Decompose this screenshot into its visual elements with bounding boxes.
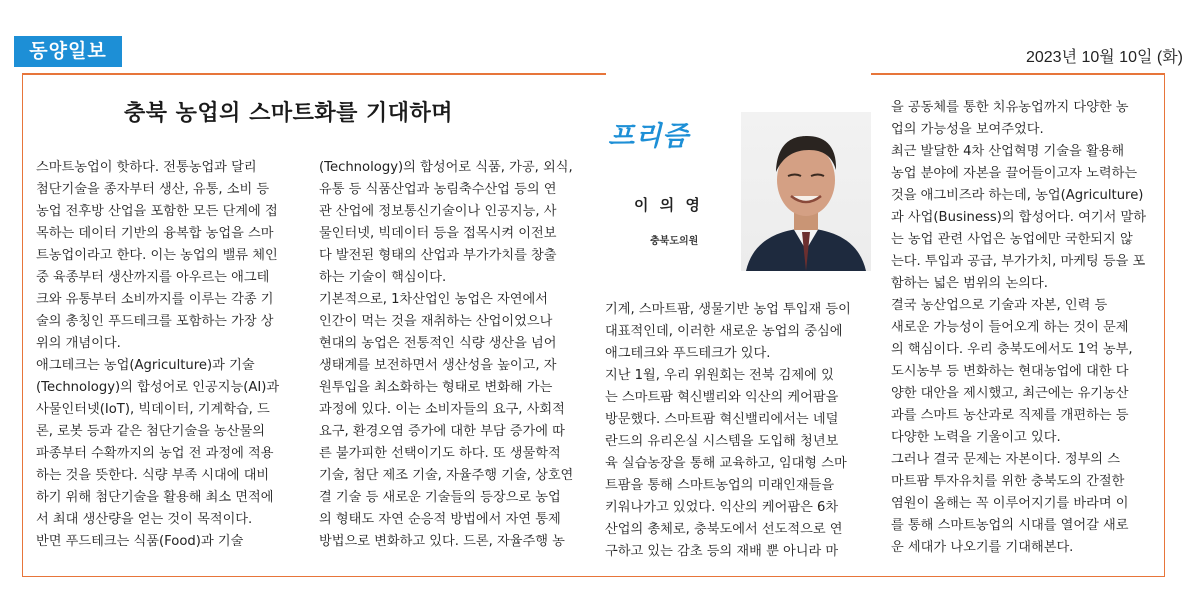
article-line: 업의 가능성을 보여주었다. bbox=[891, 122, 1044, 137]
column-logo: 프리즘 bbox=[608, 121, 690, 152]
article-line: 중 육종부터 생산까지를 아우르는 애그테 bbox=[36, 270, 270, 285]
article-line: 위의 개념이다. bbox=[36, 336, 121, 351]
article-line: 트팜을 통해 스마트농업의 미래인재들을 bbox=[605, 478, 835, 493]
author-role: 충북도의원 bbox=[650, 236, 699, 247]
frame-top-right bbox=[871, 73, 1165, 75]
article-line: 키워나가고 있었다. 익산의 케어팜은 6차 bbox=[605, 500, 839, 515]
portrait-photo-icon bbox=[741, 112, 871, 271]
article-line: 방법으로 변화하고 있다. 드론, 자율주행 농 bbox=[319, 534, 565, 549]
article-line: 기본적으로, 1차산업인 농업은 자연에서 bbox=[319, 292, 548, 307]
article-line: 기술, 첨단 제조 기술, 자율주행 기술, 상호연 bbox=[319, 468, 574, 483]
article-line: 사물인터넷(IoT), 빅데이터, 기계학습, 드 bbox=[36, 402, 270, 417]
article-line: 현대의 농업은 전통적인 식량 생산을 넘어 bbox=[319, 336, 557, 351]
article-column-3 bbox=[605, 299, 869, 563]
article-line: 파종부터 수확까지의 농업 전 과정에 적용 bbox=[36, 446, 274, 461]
article-line: 그러나 결국 문제는 자본이다. 정부의 스 bbox=[891, 452, 1120, 467]
article-line: 다양한 노력을 기울이고 있다. bbox=[891, 430, 1061, 445]
article-line: 기계, 스마트팜, 생물기반 농업 투입재 등이 bbox=[605, 302, 851, 317]
article-column-2 bbox=[319, 157, 583, 553]
article-line: 과를 스마트 농산과로 직제를 개편하는 등 bbox=[891, 408, 1129, 423]
article-line: 대표적인데, 이러한 새로운 농업의 중심에 bbox=[605, 324, 843, 339]
article-line: 는다. 투입과 공급, 부가가치, 마케팅 등을 포 bbox=[891, 254, 1146, 269]
article-line: 염원이 올해는 꼭 이루어지기를 바라며 이 bbox=[891, 496, 1129, 511]
article-line: 육 실습농장을 통해 교육하고, 임대형 스마 bbox=[605, 456, 847, 471]
article-line: 를 통해 스마트농업의 시대를 열어갈 새로 bbox=[891, 518, 1129, 533]
article-line: 애그테크와 푸드테크가 있다. bbox=[605, 346, 771, 361]
article-line: 의 핵심이다. 우리 충북도에서도 1억 농부, bbox=[891, 342, 1133, 357]
article-line: 결 기술 등 새로운 기술들의 등장으로 농업 bbox=[319, 490, 561, 505]
article-line: 애그테크는 농업(Agriculture)과 기술 bbox=[36, 358, 255, 373]
article-line: 함하는 넓은 범위의 논의다. bbox=[891, 276, 1048, 291]
article-line: 다 발전된 형태의 산업과 부가가치를 창출 bbox=[319, 248, 557, 263]
article-line: 운 세대가 나오기를 기대해본다. bbox=[891, 540, 1074, 555]
article-line: (Technology)의 합성어로 인공지능(AI)과 bbox=[36, 380, 280, 395]
article-line: 하기 위해 첨단기술을 활용해 최소 면적에 bbox=[36, 490, 274, 505]
article-line: 서 최대 생산량을 얻는 것이 목적이다. bbox=[36, 512, 253, 527]
masthead-logo: 동양일보 bbox=[14, 36, 122, 67]
article-line: 방문했다. 스마트팜 혁신밸리에서는 네덜 bbox=[605, 412, 839, 427]
article-line: 반면 푸드테크는 식품(Food)과 기술 bbox=[36, 534, 244, 549]
article-line: 유통 등 식품산업과 농림축수산업 등의 연 bbox=[319, 182, 557, 197]
article-line: 지난 1월, 우리 위원회는 전북 김제에 있 bbox=[605, 368, 834, 383]
article-line: 원투입을 최소화하는 형태로 변화해 가는 bbox=[319, 380, 553, 395]
article-line: 결국 농산업으로 기술과 자본, 인력 등 bbox=[891, 298, 1108, 313]
author-photo bbox=[741, 112, 871, 271]
article-line: 도시농부 등 변화하는 현대농업에 대한 다 bbox=[891, 364, 1129, 379]
article-line: 농업 전후방 산업을 포함한 모든 단계에 접 bbox=[36, 204, 278, 219]
frame-top-left bbox=[22, 73, 606, 75]
article-line: 른 불가피한 선택이기도 하다. 또 생물학적 bbox=[319, 446, 561, 461]
article-line: 인간이 먹는 것을 재취하는 산업이었으나 bbox=[319, 314, 553, 329]
article-line: 물인터넷, 빅데이터 등을 접목시켜 이전보 bbox=[319, 226, 557, 241]
article-line: 요구, 환경오염 증가에 대한 부담 증가에 따 bbox=[319, 424, 565, 439]
article-line: 새로운 가능성이 들어오게 하는 것이 문제 bbox=[891, 320, 1129, 335]
article-line: (Technology)의 합성어로 식품, 가공, 외식, bbox=[319, 160, 573, 175]
article-line: 과 사업(Business)의 합성어다. 여기서 말하 bbox=[891, 210, 1147, 225]
article-line: 스마트농업이 핫하다. 전통농업과 달리 bbox=[36, 160, 257, 175]
article-line: 크와 유통부터 소비까지를 이루는 각종 기 bbox=[36, 292, 274, 307]
article-line: 양한 대안을 제시했고, 최근에는 유기농산 bbox=[891, 386, 1129, 401]
article-line: 론, 로봇 등과 같은 첨단기술을 농산물의 bbox=[36, 424, 265, 439]
article-line: 산업의 총체로, 충북도에서 선도적으로 연 bbox=[605, 522, 843, 537]
article-line: 을 공동체를 통한 치유농업까지 다양한 농 bbox=[891, 100, 1129, 115]
article-line: 관 산업에 정보통신기술이나 인공지능, 사 bbox=[319, 204, 557, 219]
article-line: 과정에 있다. 이는 소비자들의 요구, 사회적 bbox=[319, 402, 565, 417]
article-line: 것을 애그비즈라 하는데, 농업(Agriculture) bbox=[891, 188, 1144, 203]
publication-date: 2023년 10월 10일 (화) bbox=[1025, 49, 1183, 66]
article-line: 술의 총칭인 푸드테크를 포함하는 가장 상 bbox=[36, 314, 274, 329]
article-line: 란드의 유리온실 시스템을 도입해 청년보 bbox=[605, 434, 839, 449]
article-line: 는 스마트팜 혁신밸리와 익산의 케어팜을 bbox=[605, 390, 839, 405]
article-line: 최근 발달한 4차 산업혁명 기술을 활용해 bbox=[891, 144, 1125, 159]
article-line: 농업 분야에 자본을 끌어들이고자 노력하는 bbox=[891, 166, 1138, 181]
article-line: 트농업이라고 한다. 이는 농업의 밸류 체인 bbox=[36, 248, 278, 263]
article-line: 마트팜 투자유치를 위한 충북도의 간절한 bbox=[891, 474, 1125, 489]
article-line: 구하고 있는 감초 등의 재배 뿐 아니라 마 bbox=[605, 544, 839, 559]
article-headline: 충북 농업의 스마트화를 기대하며 bbox=[124, 101, 454, 126]
article-column-1 bbox=[36, 157, 300, 553]
article-line: 하는 기술이 핵심이다. bbox=[319, 270, 447, 285]
article-line: 의 형태도 자연 순응적 방법에서 자연 통제 bbox=[319, 512, 561, 527]
article-line: 첨단기술을 종자부터 생산, 유통, 소비 등 bbox=[36, 182, 270, 197]
article-line: 하는 것을 뜻한다. 식량 부족 시대에 대비 bbox=[36, 468, 270, 483]
article-line: 생태계를 보전하면서 생산성을 높이고, 자 bbox=[319, 358, 557, 373]
article-column-4 bbox=[891, 97, 1151, 559]
article-line: 는 농업 관련 사업은 농업에만 국한되지 않 bbox=[891, 232, 1133, 247]
author-name: 이 의 영 bbox=[634, 196, 703, 214]
article-line: 목하는 데이터 기반의 융복합 농업을 스마 bbox=[36, 226, 274, 241]
